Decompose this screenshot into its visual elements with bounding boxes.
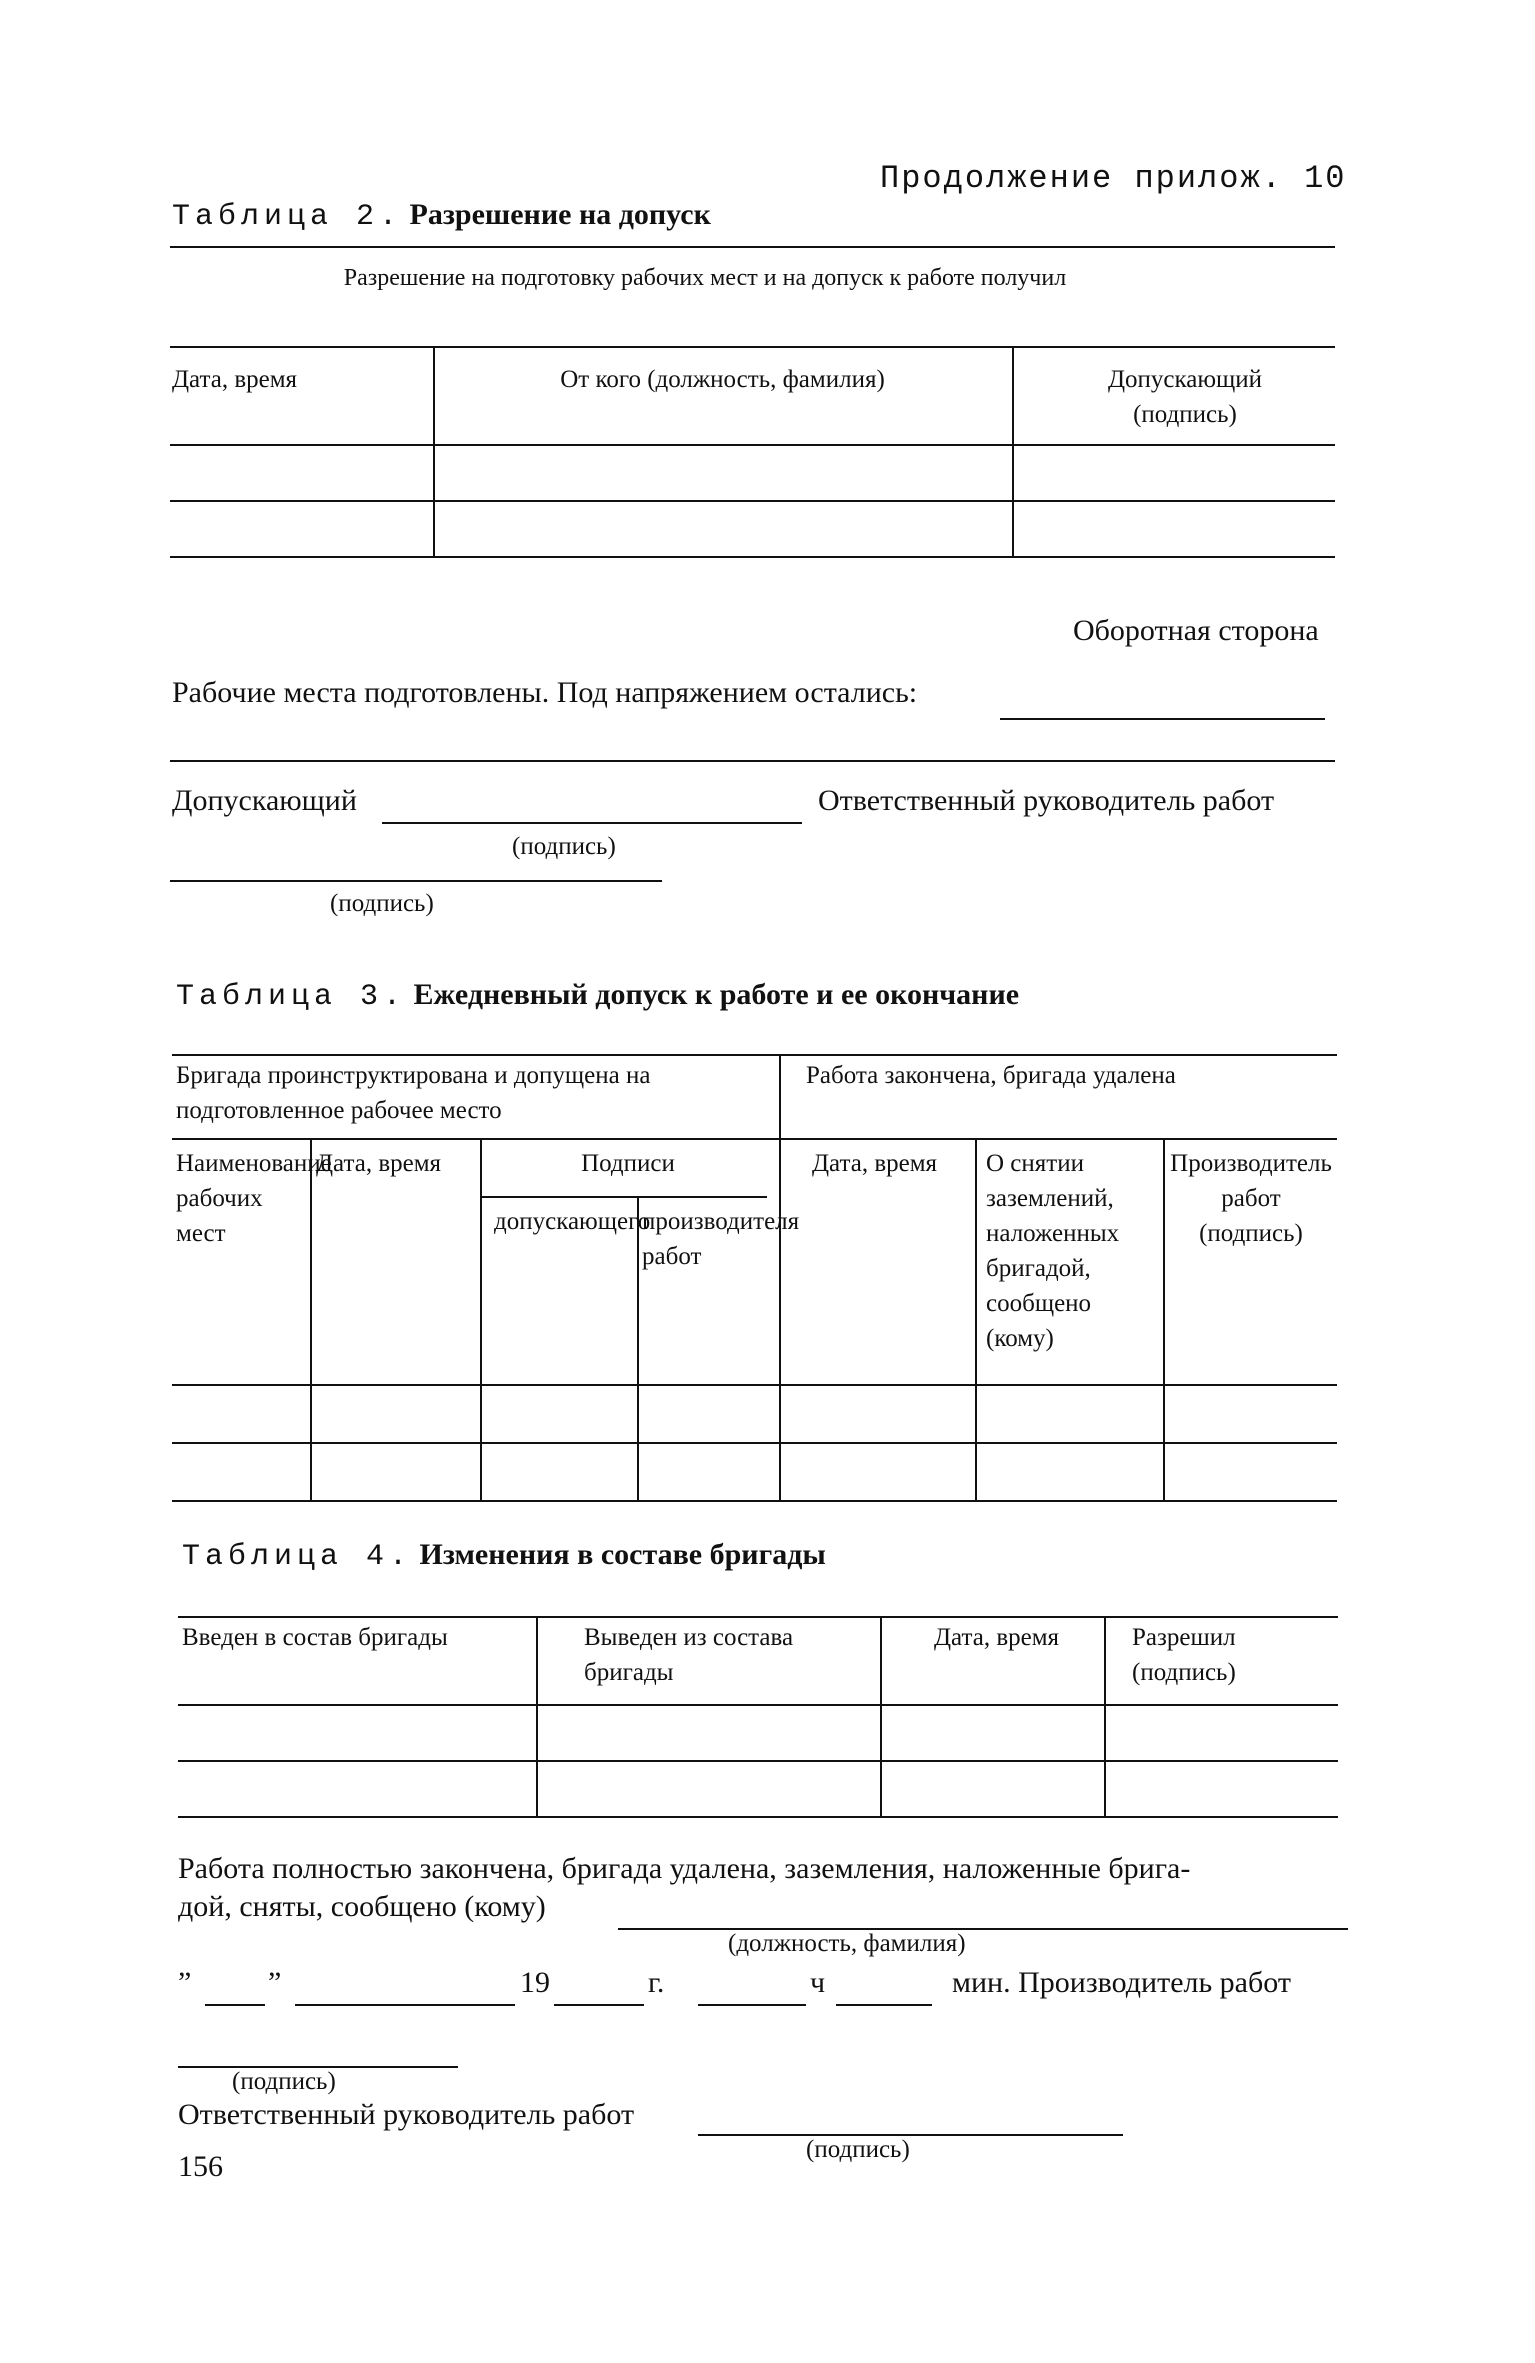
responsible-manager-label: Ответственный руководитель работ <box>818 784 1275 817</box>
table2-col-from: От кого (должность, фамилия) <box>560 366 885 393</box>
table3-col-datetime: Дата, время <box>316 1150 442 1177</box>
table4-header-rule <box>178 1704 1338 1706</box>
table3-group-left: Бригада проинструктирована и допущена на подготовленное рабочее место <box>176 1062 651 1124</box>
remaining-voltage-line-2[interactable] <box>170 760 1335 762</box>
table2-col-datetime: Дата, время <box>172 366 298 393</box>
responsible-signature-line[interactable] <box>170 880 662 882</box>
table3-bottom-rule <box>172 1500 1337 1502</box>
table2-title: Разрешение на допуск <box>409 198 711 231</box>
completion-text-line1: Работа полностью закончена, бригада удалена, заземления, наложенные брига- <box>178 1852 1191 1885</box>
table3-label: Таблица 3. <box>176 980 407 1014</box>
completion-text-line2: дой, сняты, сообщено (кому) <box>178 1890 546 1923</box>
table3-col-divider <box>310 1138 312 1500</box>
position-name-hint: (должность, фамилия) <box>728 1930 966 1957</box>
table3-group-right: Работа закончена, бригада удалена <box>806 1062 1176 1089</box>
responsible-manager-label-footer: Ответственный руководитель работ <box>178 2098 635 2131</box>
minutes-producer-label: мин. Производитель работ <box>952 1966 1291 1999</box>
table2-header-rule <box>170 444 1335 446</box>
admitter-label: Допускающий <box>172 784 357 817</box>
year-suffix: г. <box>648 1966 665 1999</box>
table2-top-rule <box>170 246 1335 248</box>
table3-header-rule <box>172 1384 1337 1386</box>
table2-banner: Разрешение на подготовку рабочих мест и на допуск к работе получил <box>343 265 1067 291</box>
responsible-signature-hint: (подпись) <box>330 890 434 917</box>
table4-col-divider <box>880 1616 882 1816</box>
table3-col-divider <box>480 1138 482 1500</box>
hour-line[interactable] <box>698 2004 806 2006</box>
table2-banner-rule <box>170 346 1335 348</box>
table3-caption <box>176 978 1019 1014</box>
table4-col-datetime: Дата, время <box>934 1624 1060 1651</box>
table4-bottom-rule <box>178 1816 1338 1818</box>
table3-col-grounding: О снятии заземлений, наложенных бригадой, сообщено (кому) <box>986 1150 1120 1352</box>
year-prefix: 19 <box>520 1966 550 1999</box>
producer-signature-hint: (подпись) <box>232 2068 336 2095</box>
appendix-continuation: Продолжение прилож. 10 <box>880 160 1347 197</box>
table3-col-name: Наименование рабочих мест <box>176 1150 332 1247</box>
table4-col-approved: Разрешил (подпись) <box>1132 1624 1236 1686</box>
table3-col-datetime-end: Дата, время <box>812 1150 938 1177</box>
workplaces-prepared-text: Рабочие места подготовлены. Под напряжением остались: <box>172 676 918 709</box>
hour-suffix: ч <box>810 1966 826 1999</box>
table3-col-divider <box>637 1196 639 1500</box>
table3-group-divider <box>779 1054 781 1500</box>
table3-col-signatures: Подписи <box>581 1150 675 1177</box>
table2-col-admitter: Допускающий (подпись) <box>1107 366 1263 428</box>
table3-row-rule <box>172 1442 1337 1444</box>
table2-caption <box>172 198 711 234</box>
quote-close: ” <box>268 1966 282 1999</box>
table2-col-divider <box>433 346 435 556</box>
year-line[interactable] <box>554 2004 644 2006</box>
minute-line[interactable] <box>836 2004 932 2006</box>
table3-col-divider <box>975 1138 977 1500</box>
table2-bottom-rule <box>170 556 1335 558</box>
table4-top-rule <box>178 1616 1338 1618</box>
table4-label: Таблица 4. <box>182 1540 413 1574</box>
table4-title: Изменения в составе бригады <box>419 1538 826 1571</box>
responsible-signature-hint-footer: (подпись) <box>806 2136 910 2163</box>
table3-col-divider <box>1163 1138 1165 1500</box>
responsible-signature-line-footer[interactable] <box>698 2134 1123 2136</box>
table3-title: Ежедневный допуск к работе и ее окончание <box>413 978 1020 1011</box>
table4-caption <box>182 1538 826 1574</box>
table3-top-rule <box>172 1054 1337 1056</box>
table2-col-divider <box>1012 346 1014 556</box>
table4-col-removed: Выведен из состава бригады <box>584 1624 794 1686</box>
reverse-side-label: Оборотная сторона <box>1073 614 1319 647</box>
table2-label: Таблица 2. <box>172 200 403 234</box>
table3-col-sig-producer: производителя работ <box>642 1208 800 1270</box>
table4-col-divider <box>1104 1616 1106 1816</box>
table3-signatures-rule <box>480 1196 767 1198</box>
quote-open: ” <box>178 1966 192 1999</box>
month-line[interactable] <box>295 2004 515 2006</box>
admitter-signature-hint: (подпись) <box>512 833 616 860</box>
table3-col-sig-admitter: допускающего <box>494 1208 651 1235</box>
admitter-signature-line[interactable] <box>382 822 802 824</box>
page-number: 156 <box>178 2150 223 2183</box>
table2-row-rule <box>170 500 1335 502</box>
table4-col-added: Введен в состав бригады <box>182 1624 448 1651</box>
day-line[interactable] <box>205 2004 265 2006</box>
table4-col-divider <box>536 1616 538 1816</box>
table4-row-rule <box>178 1760 1338 1762</box>
table3-col-producer: Производитель работ (подпись) <box>1170 1150 1332 1247</box>
remaining-voltage-line[interactable] <box>1000 718 1325 720</box>
